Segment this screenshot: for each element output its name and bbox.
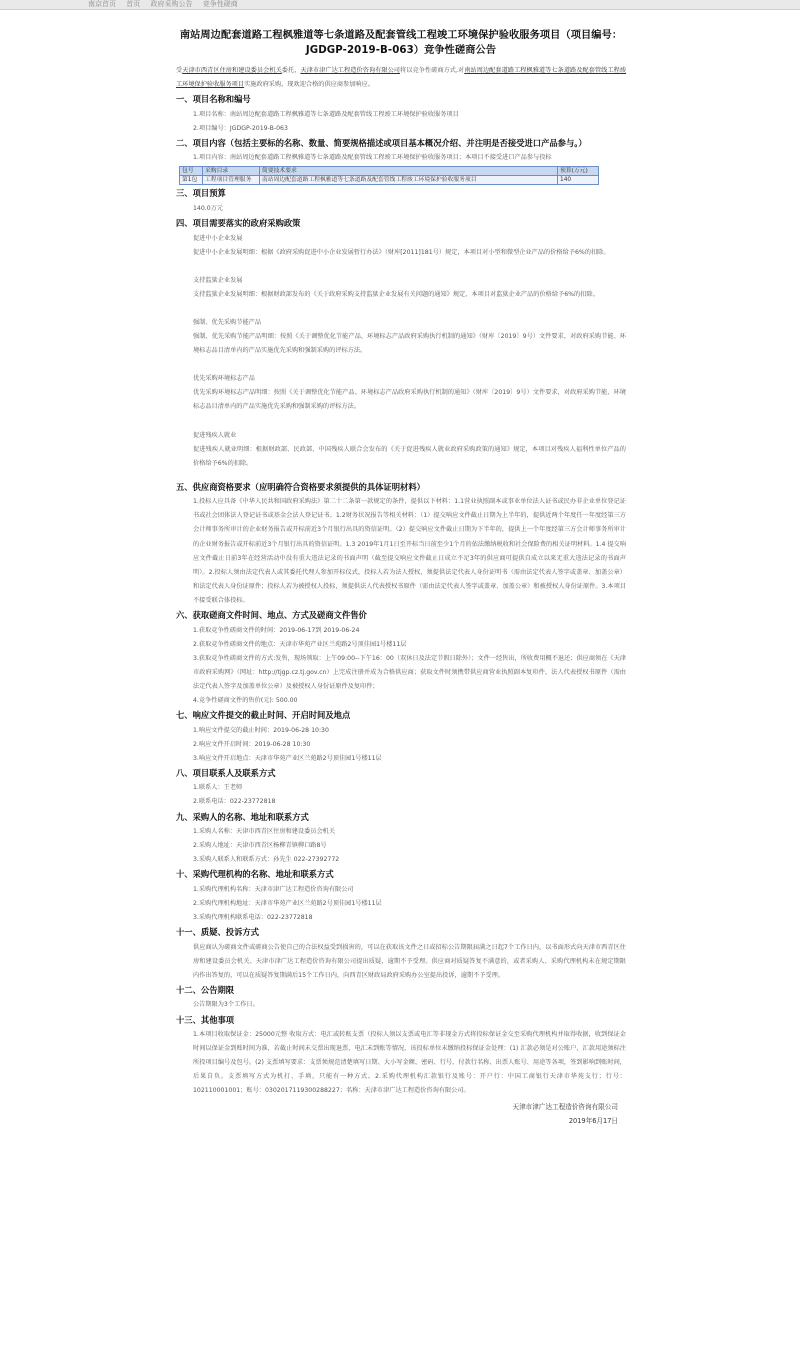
purchaser-contact-line: 3.采购人联系人和联系方式：孙先生 022-27392772	[193, 856, 340, 864]
section-6-heading: 六、获取磋商文件时间、地点、方式及磋商文件售价	[176, 610, 367, 621]
purchaser-name-line: 1.采购人名称：天津市西青区住房和建设委员会机关	[193, 828, 336, 836]
announcement-title: 南站周边配套道路工程枫雅道等七条道路及配套管线工程竣工环境保护验收服务项目（项目编号：JGDGP-2019-B-063）竞争性磋商公告	[179, 30, 623, 56]
cell-budget: 140	[558, 176, 599, 185]
breadcrumb-link-1[interactable]: 南京首页	[88, 0, 116, 8]
policy-disabled-title: 促进残疾人就业	[193, 431, 237, 439]
breadcrumb-bar	[0, 0, 800, 10]
doc-time-line: 1.获取竞争性磋商文件的时间：2019-06-17到 2019-06-24	[193, 626, 360, 634]
section-2-heading: 二、项目内容（包括主要标的名称、数量、简要规格描述或项目基本概况介绍、并注明是否接受进口产品参与。）	[176, 137, 587, 148]
contact-person-line: 1.联系人：王老师	[193, 784, 243, 792]
policy-sme-text: 促进中小企业发展明细：根据《政府采购促进中小企业发展暂行办法》（财库[2011]181号）规定，本项目对小型和微型企业产品的价格给予6%的扣除。	[193, 248, 610, 256]
opening-place-line: 3.响应文件开启地点：天津市华苑产业区兰苑路2号顶佳园1号楼11层	[193, 754, 382, 762]
signature-block	[176, 1100, 626, 1128]
policy-eco-text: 优先采购环境标志产品明细：按照《关于调整优化节能产品、环境标志产品政府采购执行机制的通知》（财库〔2019〕9号）文件要求，对政府采购节能、环境标志品目清单内的产品实施优先采购和强制采购的评标方法。	[193, 389, 626, 411]
agency-phone-line: 3.采购代理机构联系电话：022-23772818	[193, 914, 313, 922]
agency-name-line: 1.采购代理机构名称：天津市津广达工程造价咨询有限公司	[193, 885, 354, 893]
section-5-heading: 五、供应商资格要求（应明确符合资格要求须提供的具体证明材料）	[176, 481, 425, 492]
buyer-name: 天津市西青区住房和建设委员会机关	[182, 67, 282, 74]
section-11-heading: 十一、质疑、投诉方式	[176, 927, 259, 938]
budget-amount: 140.0万元	[193, 204, 224, 212]
cell-package: 第1包	[180, 176, 203, 185]
policy-energy-text: 强制、优先采购节能产品明细：按照《关于调整优化节能产品、环境标志产品政府采购执行机制的通知》（财库〔2019〕9号）文件要求，对政府采购节能、环境标志品目清单内的产品实施优先采购和强制采购的评标方法。	[193, 333, 626, 355]
package-table-header	[180, 167, 599, 176]
project-name-line: 1.项目名称：南站周边配套道路工程枫雅道等七条道路及配套管线工程竣工环境保护验收服务项目	[193, 110, 459, 118]
section-13-heading: 十三、其他事项	[176, 1014, 235, 1025]
signature-org: 天津市津广达工程造价咨询有限公司	[512, 1103, 618, 1112]
cell-requirements: 南站周边配套道路工程枫雅道等七条道路及配套管线工程竣工环境保护验收服务项目	[260, 176, 558, 185]
project-number-line: 2.项目编号：JGDGP-2019-B-063	[193, 124, 288, 132]
policy-energy-title: 强制、优先采购节能产品	[193, 318, 262, 326]
purchaser-address-line: 2.采购人地址：天津市西青区杨柳青镇柳口路8号	[193, 842, 327, 850]
col-header-requirements: 简要技术要求	[260, 167, 558, 176]
section-7-heading: 七、响应文件提交的截止时间、开启时间及地点	[176, 710, 351, 721]
contact-phone-line: 2.联系电话：022-23772818	[193, 798, 276, 806]
doc-method-line: 3.获取竞争性磋商文件的方式:发售，现场领取：上午09:00--下午16：00（双休日及法定节假日除外）；文件一经售出，所收费用概不退还；供应商须在《天津市政府采购网》（网址：http://tjgp.cz.tj.gov.cn）上完成注册并成为合格供应商；获取文件时须携带供应商营业执照副本复印件、法人代表授权书原件（需由法定代表人签字及加盖单位公章）及被授权人身份证原件及复印件；	[193, 654, 626, 690]
agency-name: 天津市津广达工程造价咨询有限公司	[300, 67, 401, 74]
breadcrumb-link-4[interactable]: 竞争性磋商	[202, 0, 238, 8]
deadline-line: 1.响应文件提交的截止时间：2019-06-28 10:30	[193, 726, 329, 734]
opening-time-line: 2.响应文件开启时间：2019-06-28 10:30	[193, 740, 311, 748]
breadcrumb-link-3[interactable]: 政府采购公告	[150, 0, 193, 8]
section-4-heading: 四、项目需要落实的政府采购政策	[176, 218, 301, 229]
policy-prison-title: 支持监狱企业发展	[193, 276, 243, 284]
table-row	[180, 176, 599, 185]
announcement-document	[176, 28, 626, 1128]
section-1-heading: 一、项目名称和编号	[176, 94, 251, 105]
qualification-text: 1.投标人应具备《中华人民共和国政府采购法》第二十二条第一款规定的条件，提供以下材料：1.1营业执照副本或事业单位法人证书或民办非企业单位登记证书或社会团体法人登记证书或基金会法人登记证书。1.2财务状况报告等相关材料：（1）提交响应文件截止日期为上半年的，提供近两个年度任一年度经第三方会计师事务所审计的企业财务报告或开标前近3个月银行出具的资信证明。（2）提交响应文件截止日期为下半年的，提供上一个年度经第三方会计师事务所审计的企业财务报告或开标前近3个月银行出具的资信证明。1.3 2019年1月1日至开标当日前至少1个月的依法缴纳税收和社会保险费的相关证明材料。1.4 提交响应文件截止日前3年在经营活动中没有重大违法记录的书面声明（截至提交响应文件截止日成立不足3年的供应商可提供自成立以来无重大违法记录的书面声明）。2.投标人须由法定代表人或其委托代理人参加开标仪式，投标人若为法人授权，须提供法定代表人身份证明书（需由法定代表人签字或盖章、加盖公章）和法定代表人身份证原件；投标人若为被授权人投标，须提供法人代表授权书原件（需由法定代表人签字或盖章、加盖公章）和被授权人身份证原件。3.本项目不接受联合体投标。	[193, 498, 626, 604]
policy-prison-text: 支持监狱企业发展明细：根据财政部发布的《关于政府采购支持监狱企业发展有关问题的通知》规定，本项目对监狱企业产品的价格给予6%的扣除。	[193, 290, 599, 298]
col-header-budget: 预算(万元)	[558, 167, 599, 176]
policy-sme-title: 促进中小企业发展	[193, 234, 243, 242]
col-header-catalog: 采购目录	[203, 167, 260, 176]
signature-date: 2019年6月17日	[568, 1117, 618, 1126]
section-10-heading: 十、采购代理机构的名称、地址和联系方式	[176, 869, 334, 880]
section-3-heading: 三、项目预算	[176, 188, 226, 199]
announcement-period-line: 公告期限为3个工作日。	[193, 1001, 259, 1009]
agency-address-line: 2.采购代理机构地址：天津市华苑产业区兰苑路2号顶佳园1号楼11层	[193, 899, 382, 907]
doc-price-line: 4.竞争性磋商文件的售价(元): 500.00	[193, 697, 298, 704]
project-name: 南站周边配套道路工程枫雅道等七条道路及配套管线工程竣工环境保护验收服务项目	[176, 67, 627, 89]
cell-catalog: 工程项目管理服务	[203, 176, 260, 185]
complaint-text: 供应商认为磋商文件或磋商公告使自己的合法权益受到损害的，可以在获取该文件之日或招标公告期限届满之日起7个工作日内，以书面形式向天津市西青区住房和建设委员会机关、天津市津广达工程造价咨询有限公司提出质疑，逾期不予受理。供应商对质疑答复不满意的，或者采购人、采购代理机构未在规定期限内作出答复的，可以在质疑答复期满后15个工作日内，向西青区财政局政府采购办公室提出投诉，逾期不予受理。	[193, 943, 626, 979]
intro-paragraph: 受天津市西青区住房和建设委员会机关委托，天津市津广达工程造价咨询有限公司将以竞争性磋商方式,对南站周边配套道路工程枫雅道等七条道路及配套管线工程竣工环境保护验收服务项目实施政府采购，现欢迎合格的供应商参加响应。	[176, 67, 627, 89]
breadcrumb-link-2[interactable]: 首页	[126, 0, 141, 8]
other-matters-text: 1.本项目收取保证金：25000元整 收取方式：电汇或转账支票（投标人须以支票或电汇等非现金方式将投标保证金交至采购代理机构并取得收据，收到保证金时间以保证金到账时间为准，若截止时间未交票出现退票，电汇未到账等情况，该投标单位未缴纳投标保证金处理：(1) 汇款必须是对公账户，汇款用途须标注所投项目编号及包号。(2) 支票填写要求：支票须规范清楚填写日期、大小写金额、密码、行号、付款行名称、出票人账号、用途等各项，签到影响到账时间，后果自负。支票填写方式为机打、手填，只能有一种方式。2.采购代理机构汇款银行及账号：开户行：中国工商银行天津市华苑支行；行号：102110001001；账号：0302017119300288227；名称：天津市津广达工程造价咨询有限公司。	[193, 1031, 626, 1095]
section-12-heading: 十二、公告期限	[176, 984, 235, 995]
project-content-line: 1.项目内容：南站周边配套道路工程枫雅道等七条道路及配套管线工程竣工环境保护验收服务项目；本项目不接受进口产品参与投标	[193, 154, 552, 162]
col-header-package: 包号	[180, 167, 203, 176]
policy-disabled-text: 促进残疾人就业明细：根据财政部、民政部、中国残疾人联合会发布的《关于促进残疾人就业政府采购政策的通知》规定，本项目对残疾人福利性单位产品的价格给予6%的扣除。	[193, 445, 626, 467]
policy-eco-title: 优先采购环境标志产品	[193, 375, 255, 383]
doc-place-line: 2.获取竞争性磋商文件的地点：天津市华苑产业区兰苑路2号顶佳园1号楼11层	[193, 640, 407, 648]
section-9-heading: 九、采购人的名称、地址和联系方式	[176, 811, 309, 822]
package-table	[179, 166, 599, 185]
section-8-heading: 八、项目联系人及联系方式	[176, 767, 276, 778]
